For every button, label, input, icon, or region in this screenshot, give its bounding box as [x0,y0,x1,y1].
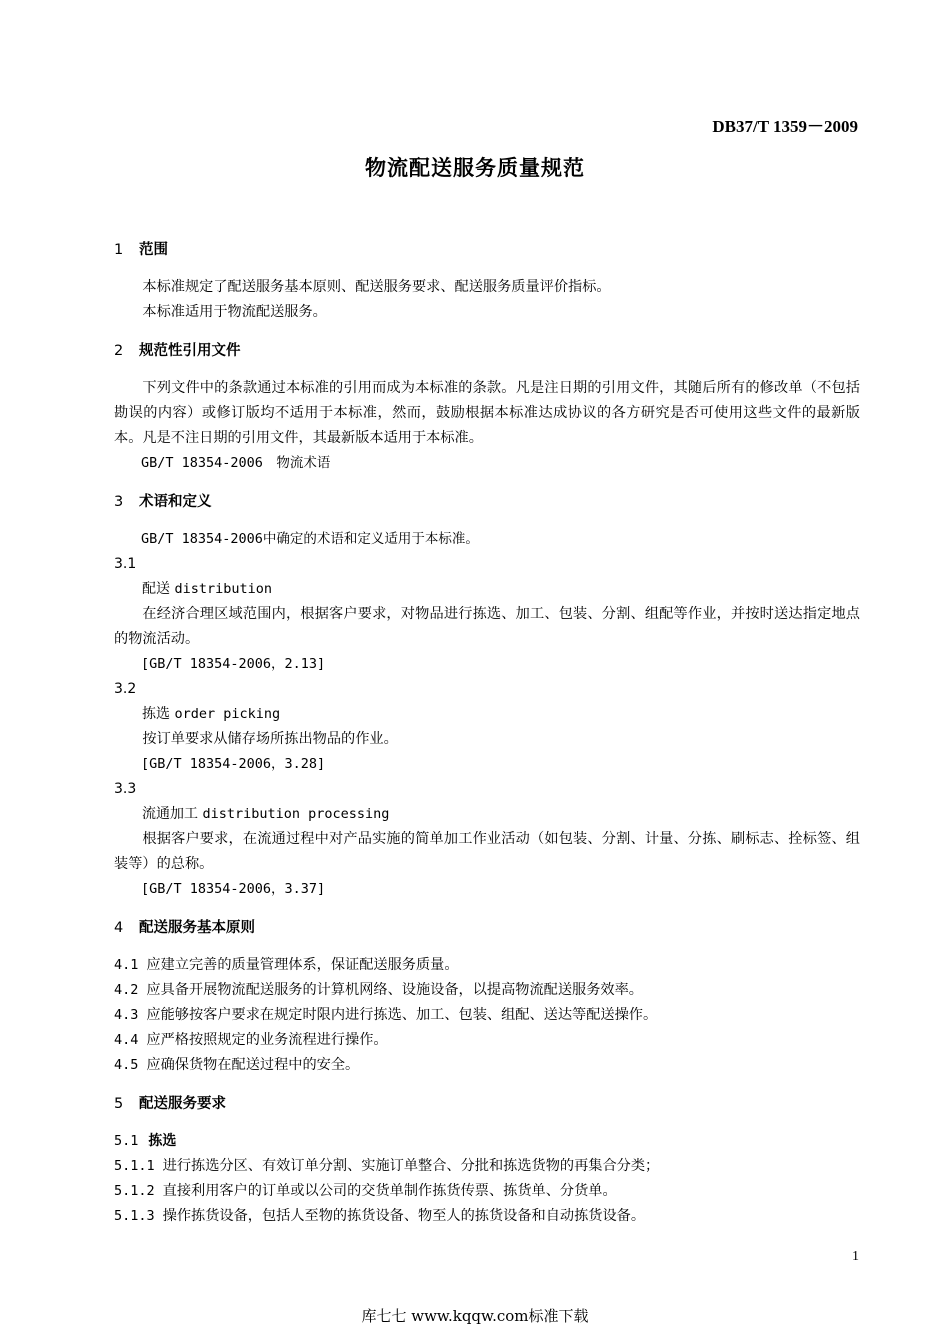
document-title: 物流配送服务质量规范 [365,156,585,180]
paragraph: 本标准适用于物流配送服务。 [142,304,327,320]
subsection-heading: 5.1 拣选 [114,1133,177,1149]
page-number: 1 [852,1249,859,1264]
term-definition: 在经济合理区域范围内，根据客户要求，对物品进行拣选、加工、包装、分割、组配等作业，并按时送达指定地点的物流活动。 [114,606,860,647]
term-name: 拣选 order picking [142,706,281,722]
paragraph: GB/T 18354-2006中确定的术语和定义适用于本标准。 [141,531,479,547]
term-name: 配送 distribution [142,581,272,597]
list-item: 4.2 应具备开展物流配送服务的计算机网络、设施设备，以提高物流配送服务效率。 [114,982,643,998]
term-source: [GB/T 18354-2006，3.37] [141,881,326,897]
paragraph: 本标准规定了配送服务基本原则、配送服务要求、配送服务质量评价指标。 [142,279,611,295]
standard-code: DB37/T 1359－2009 [712,117,858,136]
term-name: 流通加工 distribution processing [142,806,390,822]
normative-reference: GB/T 18354-2006 物流术语 [141,455,331,471]
section-1-heading: 1 范围 [114,242,168,258]
list-item: 4.4 应严格按照规定的业务流程进行操作。 [114,1032,388,1048]
list-item: 4.3 应能够按客户要求在规定时限内进行拣选、加工、包装、组配、送达等配送操作。 [114,1007,658,1023]
section-4-heading: 4 配送服务基本原则 [114,920,255,936]
list-item: 5.1.2 直接利用客户的订单或以公司的交货单制作拣货传票、拣货单、分货单。 [114,1183,617,1199]
list-item: 4.1 应建立完善的质量管理体系，保证配送服务质量。 [114,957,459,973]
paragraph: 下列文件中的条款通过本标准的引用而成为本标准的条款。凡是注日期的引用文件，其随后所有的修改单（不包括勘误的内容）或修订版均不适用于本标准，然而，鼓励根据本标准达成协议的各方研究是否可使用这些文件的最新版本。凡是不注日期的引用文件，其最新版本适用于本标准。 [114,380,860,446]
term-definition: 按订单要求从储存场所拣出物品的作业。 [142,731,398,747]
term-source: [GB/T 18354-2006，3.28] [141,756,326,772]
list-item: 4.5 应确保货物在配送过程中的安全。 [114,1057,360,1073]
list-item: 5.1.3 操作拣货设备，包括人至物的拣货设备、物至人的拣货设备和自动拣货设备。 [114,1208,646,1224]
term-number: 3.3 [114,781,137,797]
section-2-heading: 2 规范性引用文件 [114,343,241,359]
term-source: [GB/T 18354-2006，2.13] [141,656,326,672]
term-definition: 根据客户要求，在流通过程中对产品实施的简单加工作业活动（如包装、分割、计量、分拣、刷标志、拴标签、组装等）的总称。 [114,831,860,872]
term-number: 3.2 [114,681,137,697]
footer-watermark: 库七七 www.kqqw.com标准下载 [361,1307,589,1325]
section-5-heading: 5 配送服务要求 [114,1096,226,1112]
document-body [114,238,860,1229]
section-3-heading: 3 术语和定义 [114,494,212,510]
term-number: 3.1 [114,556,137,572]
list-item: 5.1.1 进行拣选分区、有效订单分割、实施订单整合、分批和拣选货物的再集合分类； [114,1158,660,1174]
